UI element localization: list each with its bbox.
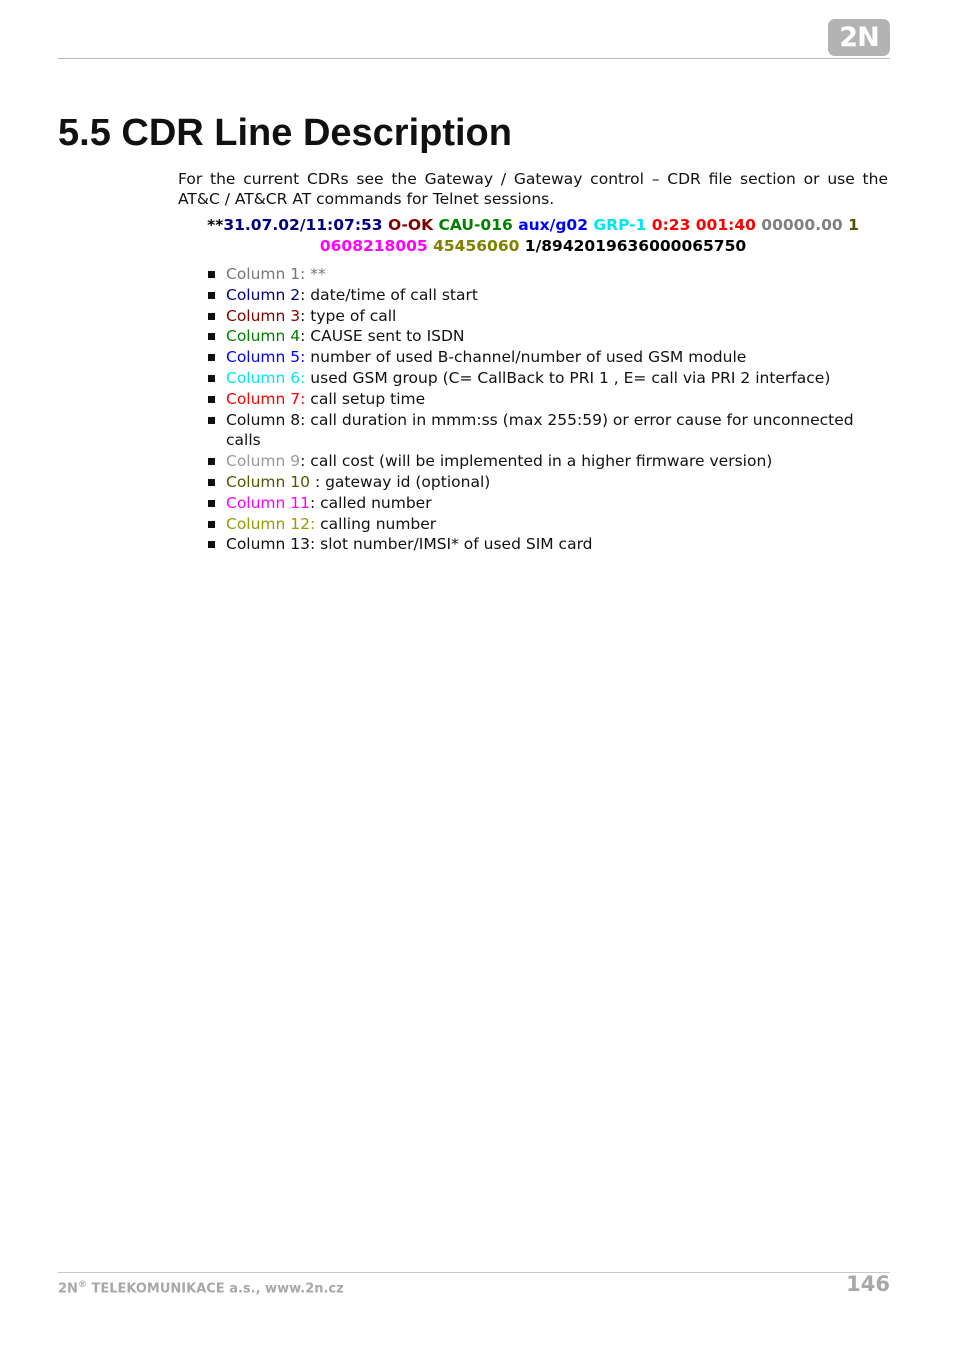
- cdr-field: 0608218005: [319, 237, 428, 255]
- cdr-field: O-OK: [388, 216, 434, 234]
- column-description: used GSM group (C= CallBack to PRI 1 , E= call via PRI 2 interface): [305, 368, 831, 387]
- cdr-field: 1/8942019636000065750: [524, 237, 747, 255]
- column-description: : type of call: [300, 306, 397, 325]
- column-description: **: [310, 265, 326, 283]
- column-label: Column 12:: [226, 514, 316, 533]
- registered-mark: ®: [77, 1280, 87, 1290]
- column-description: : date/time of call start: [300, 285, 478, 304]
- cdr-field: 00000.00: [761, 216, 843, 234]
- footer-company-text: TELEKOMUNIKACE a.s., www.2n.cz: [86, 1281, 344, 1297]
- cdr-field: **: [207, 216, 224, 234]
- footer-rule: [58, 1272, 890, 1273]
- column-description: : slot number/IMSI* of used SIM card: [310, 535, 593, 554]
- column-label: Column 3: [226, 306, 301, 325]
- page-number: 146: [846, 1272, 890, 1296]
- list-item: [178, 472, 890, 493]
- column-label: Column 4: [226, 327, 301, 346]
- intro-paragraph: For the current CDRs see the Gateway / Gateway control – CDR file section or use the AT&C / AT&CR AT commands for Telnet sessions.: [178, 170, 888, 208]
- list-item: [178, 451, 890, 472]
- list-item: [178, 326, 890, 347]
- cdr-field: CAU-016: [438, 216, 513, 234]
- column-label: Column 1:: [226, 265, 311, 283]
- header-rule: [58, 58, 890, 59]
- cdr-field: GRP-1: [593, 216, 647, 234]
- footer-company: [58, 1280, 344, 1296]
- column-label: Column 13: [226, 535, 311, 554]
- cdr-field: 1: [848, 216, 859, 234]
- column-label: Column 11: [226, 493, 311, 512]
- footer-brand: 2N: [58, 1281, 78, 1297]
- list-item: [178, 534, 890, 555]
- column-label: Column 9: [226, 452, 301, 471]
- column-description: : call cost (will be implemented in a higher firmware version): [300, 452, 773, 471]
- list-item: [178, 493, 890, 514]
- column-description: : call duration in mmm:ss (max 255:59) or error cause for unconnected calls: [226, 410, 854, 450]
- section-title: 5.5 CDR Line Description: [58, 112, 512, 154]
- column-label: Column 7:: [226, 389, 306, 408]
- column-label: Column 5:: [226, 348, 306, 367]
- column-list: [178, 264, 890, 555]
- cdr-example-line: [178, 215, 888, 257]
- cdr-field: 45456060: [433, 237, 520, 255]
- column-description: number of used B-channel/number of used GSM module: [305, 348, 747, 367]
- list-item: [178, 368, 890, 389]
- list-item: [178, 264, 890, 285]
- list-item: [178, 347, 890, 368]
- column-description: : called number: [310, 493, 432, 512]
- column-description: call setup time: [305, 389, 426, 408]
- column-label: Column 8: [226, 410, 301, 429]
- column-label: Column 2: [226, 285, 301, 304]
- list-item: [178, 410, 890, 452]
- logo-text: 2N: [839, 22, 879, 53]
- cdr-field: 31.07.02/11:07:53: [223, 216, 383, 234]
- brand-logo: [828, 19, 890, 56]
- list-item: [178, 389, 890, 410]
- column-description: : CAUSE sent to ISDN: [300, 327, 465, 346]
- cdr-field: 001:40: [695, 216, 756, 234]
- list-item: [178, 285, 890, 306]
- column-label: Column 10: [226, 472, 311, 491]
- list-item: [178, 514, 890, 535]
- column-description: : gateway id (optional): [310, 472, 491, 491]
- column-label: Column 6:: [226, 368, 306, 387]
- column-description: calling number: [315, 514, 437, 533]
- cdr-field: 0:23: [651, 216, 691, 234]
- cdr-field: aux/g02: [518, 216, 589, 234]
- list-item: [178, 306, 890, 327]
